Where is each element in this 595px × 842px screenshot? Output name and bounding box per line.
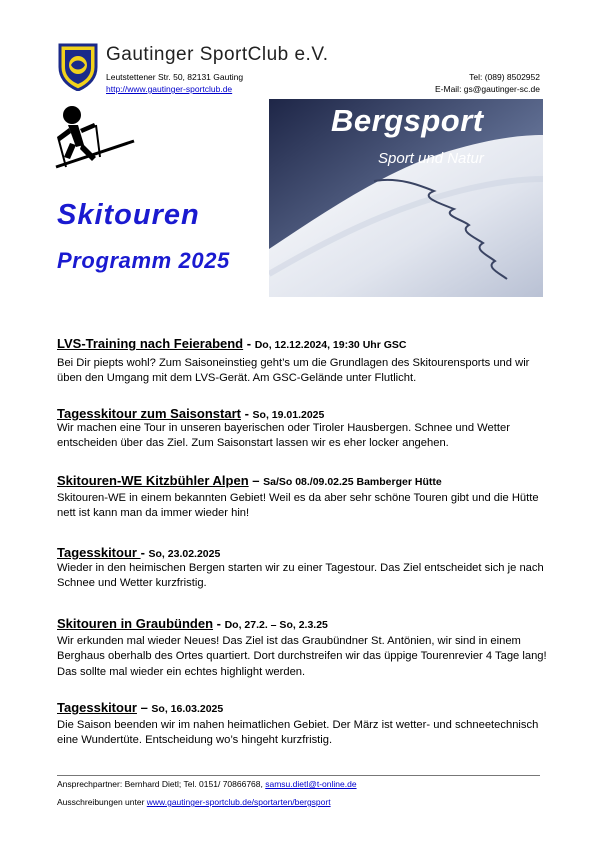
event-date: Sa/So 08./09.02.25 Bamberger Hütte [263, 476, 442, 488]
event-description: Bei Dir piepts wohl? Zum Saisoneinstieg geht’s um die Grundlagen des Skitourensports und wir üben den Umgang mit dem LVS-Gerät. Am GSC-Gelände unter Flutlicht. [57, 357, 530, 385]
contact-text: Ansprechpartner: Bernhard Dietl; Tel. 0151/ 70866768, [57, 779, 266, 789]
event-name: Tagesskitour zum Saisonstart [57, 406, 241, 421]
event-date: Do, 12.12.2024, 19:30 Uhr GSC [254, 339, 407, 351]
banner-subtitle: Sport und Natur [378, 150, 484, 167]
event-heading [57, 616, 328, 631]
event-separator: – [136, 700, 152, 715]
event-date: So, 23.02.2025 [148, 548, 221, 560]
event-separator: – [248, 473, 264, 488]
club-logo [57, 43, 99, 91]
event-name: Skitouren-WE Kitzbühler Alpen [57, 473, 249, 488]
event-separator: - [240, 406, 253, 421]
event-description: Skitouren-WE in einem bekannten Gebiet! Weil es da aber sehr schöne Touren gibt und die Hütte nett ist kann man da immer wieder hin! [57, 492, 539, 520]
club-email [435, 84, 540, 94]
club-website-link[interactable]: http://www.gautinger-sportclub.de [106, 84, 233, 94]
event-description: Wir machen eine Tour in unseren bayerischen oder Tiroler Hausbergen. Schnee und Wetter entscheiden über das Ziel. Zum Saisonstart lassen wir es eher locker angehen. [57, 422, 510, 450]
event-description: Wir erkunden mal wieder Neues! Das Ziel ist das Graubündner St. Antönien, wir sind in einem Berghaus oberhalb des Ortes quartiert. Dort durchstreifen wir das üppige Tourenrevier 4 Tage lang! Das sollte mal wieder ein echtes highlight werden. [57, 635, 547, 678]
footer-listing [57, 797, 331, 807]
event-heading [57, 700, 223, 715]
listing-link[interactable]: www.gautinger-sportclub.de/sportarten/bergsport [146, 797, 331, 807]
email-label: E-Mail: [434, 84, 464, 94]
event-name: Skitouren in Graubünden [57, 616, 214, 631]
event-name: Tagesskitour [57, 545, 141, 560]
event-description: Wieder in den heimischen Bergen starten wir zu einer Tagestour. Das Ziel entscheidet sich je nach Schnee und Wetter kurzfristig. [57, 562, 544, 590]
event-heading [57, 336, 406, 351]
club-name: Gautinger SportClub e.V. [106, 44, 329, 65]
event-name: LVS-Training nach Feierabend [57, 336, 244, 351]
event-date: So, 16.03.2025 [151, 703, 224, 715]
skier-pictogram-icon [54, 101, 136, 181]
banner-title: Bergsport [331, 103, 484, 138]
email-link[interactable]: gs@gautinger-sc.de [463, 84, 540, 94]
footer-contact [57, 779, 357, 789]
page-subtitle: Programm 2025 [57, 248, 230, 273]
event-description: Die Saison beenden wir im nahen heimatlichen Gebiet. Der März ist wetter- und schneetechnisch eine Wundertüte. Entscheidung wo’s hingeht kurzfristig. [57, 719, 539, 747]
club-address: Leutstettener Str. 50, 82131 Gauting [106, 72, 244, 82]
listing-text: Ausschreibungen unter [57, 797, 147, 807]
contact-email-link[interactable]: samsu.dietl@t-online.de [265, 779, 357, 789]
footer-divider [57, 775, 540, 776]
event-separator: - [140, 545, 149, 560]
event-separator: - [243, 336, 255, 351]
event-name: Tagesskitour [57, 700, 137, 715]
event-date: Do, 27.2. – So, 2.3.25 [224, 619, 328, 631]
event-heading [57, 473, 442, 488]
event-separator: - [213, 616, 225, 631]
page-title: Skitouren [57, 199, 200, 231]
event-heading [57, 545, 220, 560]
event-heading [57, 406, 324, 421]
club-phone: Tel: (089) 8502952 [469, 72, 540, 82]
event-date: So, 19.01.2025 [252, 409, 325, 421]
